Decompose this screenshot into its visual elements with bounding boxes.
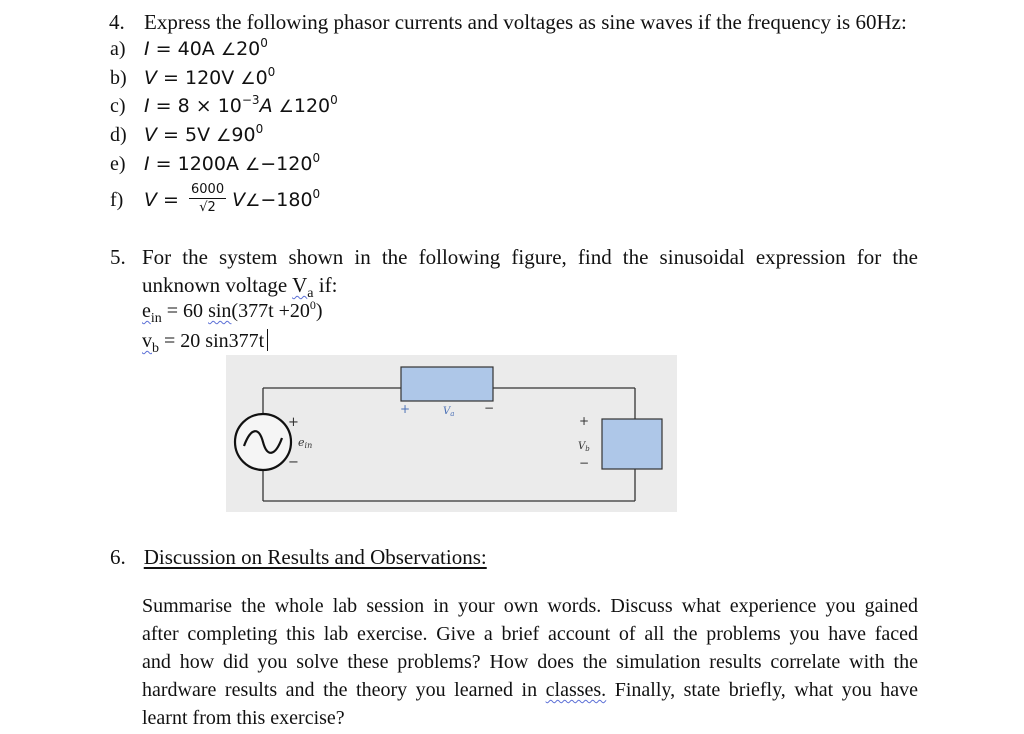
question-text-line1: For the system shown in the following figure, find the sinusoidal expression for the (142, 245, 918, 269)
circuit-figure (226, 355, 677, 512)
spellcheck-word: classes. (545, 679, 607, 701)
question-6-heading (110, 545, 487, 570)
phasor-item-c: c) $I = 8 \times 10^{-3}A$ $\angle 120^0$ (110, 93, 338, 117)
source-plus: + (288, 415, 299, 430)
equation-ein: $e_{in} = 60$ $\sin(377t +20^0)$ (142, 298, 323, 326)
source-label: ein (298, 436, 313, 450)
text-cursor (267, 329, 268, 351)
va-minus: − (484, 401, 495, 415)
vb-plus: + (579, 414, 590, 428)
vb-minus: − (579, 456, 590, 470)
question-number: 6. (110, 545, 126, 569)
question-number: 4. (109, 10, 125, 34)
phasor-item-d: d) V = 5V $\angle 90^0$ (110, 122, 264, 146)
va-plus: + (400, 402, 411, 416)
va-label: $V_a$ (443, 406, 455, 418)
fraction: $\frac{6000}{√2}$ (191, 182, 225, 215)
discussion-paragraph (142, 592, 918, 732)
circuit-diagram (226, 355, 677, 512)
paragraph-line: after completing this lab exercise. Give a brief account of all the problems you have faced (142, 623, 918, 645)
question-text-line2: unknown voltage $V_a$ if: (142, 273, 338, 302)
paragraph-line: and how did you solve these problems? How does the simulation results correlate with the (142, 651, 918, 673)
question-5 (110, 243, 918, 308)
phasor-item-f: f) V = $\frac{6000}{√2}$ $V\angle-180^0$ (110, 182, 321, 215)
paragraph-line: hardware results and the theory you learned in classes. Finally, state briefly, what you have (142, 679, 919, 701)
vb-label: $V_b$ (578, 441, 590, 453)
load-vb (602, 419, 662, 469)
question-number: 5. (110, 245, 126, 269)
section-title: Discussion on Results and Observations: (143, 545, 487, 569)
phasor-item-b: b) V = 120V $\angle 0^0$ (110, 65, 276, 89)
paragraph-line: Summarise the whole lab session in your own words. Discuss what experience you gained (142, 595, 918, 617)
phasor-item-e: e) I = 1200A $\angle-120^0$ (110, 151, 321, 175)
question-4-heading (109, 12, 907, 33)
phasor-item-a: a) I = 40A $\angle 20^0$ (110, 36, 268, 60)
source-minus: − (288, 455, 299, 470)
question-text: Express the following phasor currents and voltages as sine waves if the frequency is 60Hz: (144, 10, 907, 34)
paragraph-line: learnt from this exercise? (142, 707, 345, 729)
equation-vb[interactable]: $v_b = 20$ sin377t (142, 329, 268, 357)
resistor-va (401, 367, 493, 401)
